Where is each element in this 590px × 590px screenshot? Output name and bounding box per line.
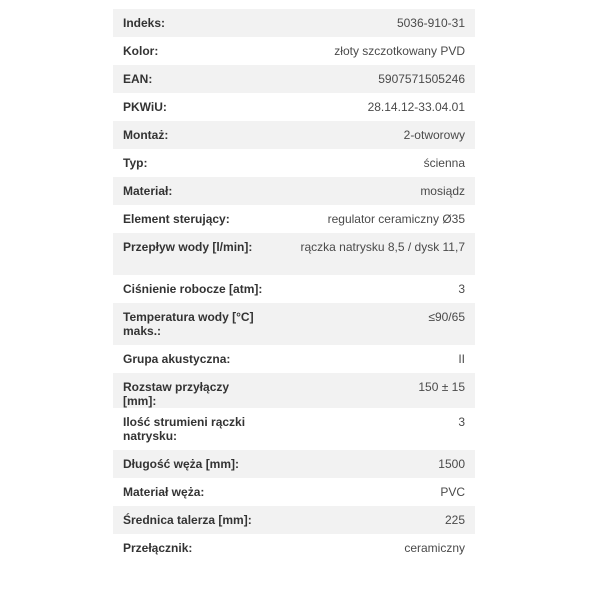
spec-label: Kolor: [113, 37, 273, 65]
spec-row-przeplyw-wody [113, 233, 475, 275]
spec-value: ścienna [273, 149, 475, 177]
spec-label: Indeks: [113, 9, 273, 37]
spec-row-indeks [113, 9, 475, 37]
spec-row-material [113, 177, 475, 205]
spec-label: Materiał węża: [113, 478, 273, 506]
spec-value: regulator ceramiczny Ø35 [273, 205, 475, 233]
spec-value: ≤90/65 [273, 303, 475, 345]
spec-row-element-sterujacy [113, 205, 475, 233]
spec-label: Ciśnienie robocze [atm]: [113, 275, 273, 303]
spec-table [113, 9, 475, 562]
spec-row-temperatura-wody [113, 303, 475, 345]
spec-value: 3 [273, 408, 475, 450]
spec-row-montaz [113, 121, 475, 149]
spec-value: II [273, 345, 475, 373]
spec-label: Długość węża [mm]: [113, 450, 273, 478]
spec-row-przelacznik [113, 534, 475, 562]
spec-label: Przepływ wody [l/min]: [113, 233, 273, 275]
spec-label: Grupa akustyczna: [113, 345, 273, 373]
spec-value: rączka natrysku 8,5 / dysk 11,7 [273, 233, 475, 275]
spec-row-material-weza [113, 478, 475, 506]
spec-value: 5907571505246 [273, 65, 475, 93]
spec-label: Typ: [113, 149, 273, 177]
spec-value: PVC [273, 478, 475, 506]
spec-value: 3 [273, 275, 475, 303]
spec-value: 225 [273, 506, 475, 534]
spec-value: ceramiczny [273, 534, 475, 562]
spec-label: EAN: [113, 65, 273, 93]
spec-value: mosiądz [273, 177, 475, 205]
spec-label: Temperatura wody [°C] maks.: [113, 303, 273, 345]
spec-label: Element sterujący: [113, 205, 273, 233]
spec-row-cisnienie-robocze [113, 275, 475, 303]
spec-value: 1500 [273, 450, 475, 478]
spec-label: Średnica talerza [mm]: [113, 506, 273, 534]
spec-row-ean [113, 65, 475, 93]
spec-label: Przełącznik: [113, 534, 273, 562]
spec-row-ilosc-strumieni [113, 408, 475, 450]
spec-value: 2-otworowy [273, 121, 475, 149]
spec-row-rozstaw-przylaczy [113, 373, 475, 408]
spec-label: Materiał: [113, 177, 273, 205]
spec-value: 5036-910-31 [273, 9, 475, 37]
spec-row-kolor [113, 37, 475, 65]
spec-value: 150 ± 15 [273, 373, 475, 408]
spec-row-pkwiu [113, 93, 475, 121]
spec-value: złoty szczotkowany PVD [273, 37, 475, 65]
spec-value: 28.14.12-33.04.01 [273, 93, 475, 121]
spec-row-srednica-talerza [113, 506, 475, 534]
spec-row-typ [113, 149, 475, 177]
spec-label: Ilość strumieni rączki natrysku: [113, 408, 273, 450]
spec-row-grupa-akustyczna [113, 345, 475, 373]
spec-row-dlugosc-weza [113, 450, 475, 478]
spec-label: PKWiU: [113, 93, 273, 121]
spec-label: Montaż: [113, 121, 273, 149]
spec-label: Rozstaw przyłączy [mm]: [113, 373, 273, 408]
